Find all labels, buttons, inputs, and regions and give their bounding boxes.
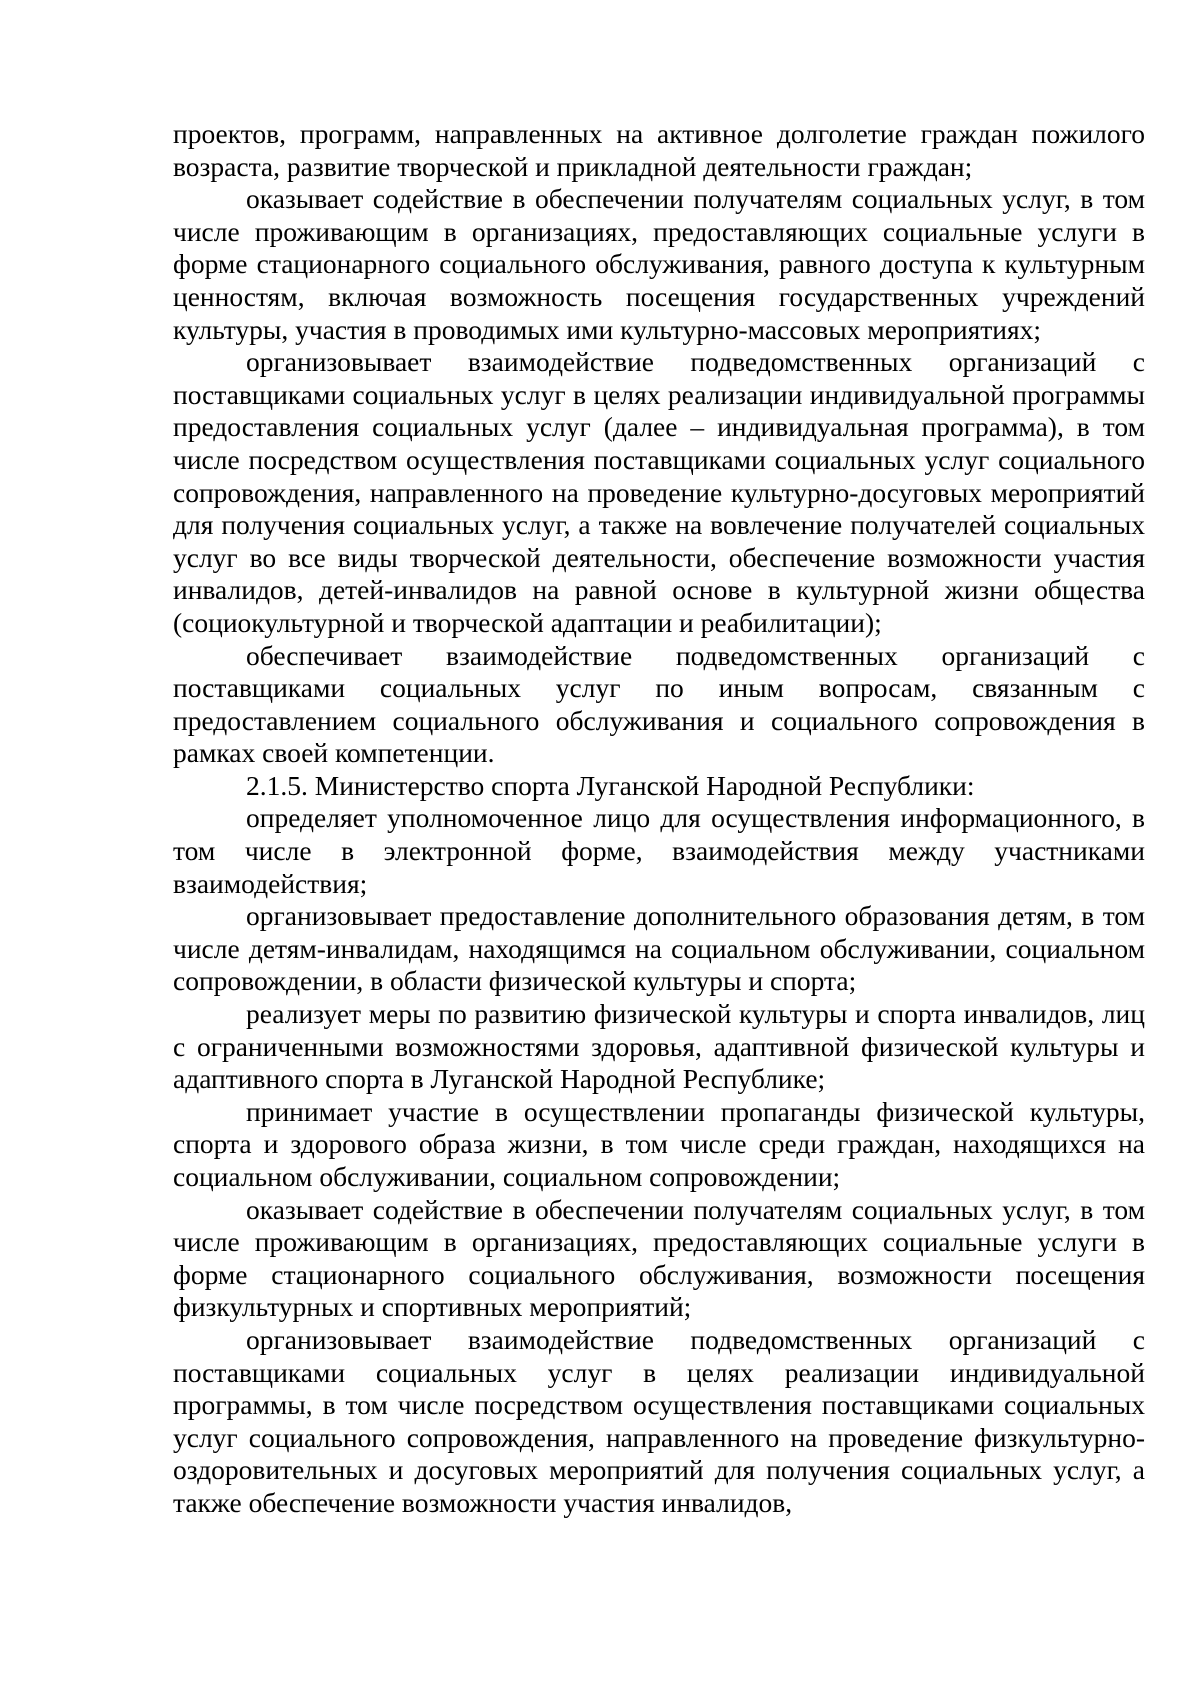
document-page bbox=[173, 118, 1145, 1520]
paragraph-culture-access: оказывает содействие в обеспечении получателям социальных услуг, в том числе проживающим в организациях, предоставляющих социальные услуги в форме стационарного социального обслуживания, равного доступа к культурным ценностям, включая возможность посещения государственных учреждений культуры, участия в проводимых ими культурно-массовых мероприятиях; bbox=[173, 183, 1145, 345]
paragraph-sport-development: реализует меры по развитию физической культуры и спорта инвалидов, лиц с ограниченными возможностями здоровья, адаптивной физической культуры и адаптивного спорта в Луганской Народной Республике; bbox=[173, 998, 1145, 1095]
paragraph-culture-other-issues: обеспечивает взаимодействие подведомственных организаций с поставщиками социальных услуг по иным вопросам, связанным с предоставлением социального обслуживания и социального сопровождения в рамках своей компетенции. bbox=[173, 639, 1145, 769]
paragraph-culture-interaction: организовывает взаимодействие подведомственных организаций с поставщиками социальных услуг в целях реализации индивидуальной программы предоставления социальных услуг (далее – индивидуальная программа), в том числе посредством осуществления поставщиками социальных услуг социального сопровождения, направленного на проведение культурно-досуговых мероприятий для получения социальных услуг, а также на вовлечение получателей социальных услуг во все виды творческой деятельности, обеспечение возможности участия инвалидов, детей-инвалидов на равной основе в культурной жизни общества (социокультурной и творческой адаптации и реабилитации); bbox=[173, 346, 1145, 638]
section-heading-ministry-sport: 2.1.5. Министерство спорта Луганской Народной Республики: bbox=[246, 769, 975, 801]
paragraph-continuation: проектов, программ, направленных на активное долголетие граждан пожилого возраста, развитие творческой и прикладной деятельности граждан; bbox=[173, 118, 1145, 182]
paragraph-sport-authorized-person: определяет уполномоченное лицо для осуществления информационного, в том числе в электронной форме, взаимодействия между участниками взаимодействия; bbox=[173, 802, 1145, 899]
paragraph-sport-access: оказывает содействие в обеспечении получателям социальных услуг, в том числе проживающим в организациях, предоставляющих социальные услуги в форме стационарного социального обслуживания, возможности посещения физкультурных и спортивных мероприятий; bbox=[173, 1193, 1145, 1323]
paragraph-sport-interaction: организовывает взаимодействие подведомственных организаций с поставщиками социальных услуг в целях реализации индивидуальной программы, в том числе посредством осуществления поставщиками социальных услуг социального сопровождения, направленного на проведение физкультурно-оздоровительных и досуговых мероприятий для получения социальных услуг, а также обеспечение возможности участия инвалидов, bbox=[173, 1323, 1145, 1518]
paragraph-sport-propaganda: принимает участие в осуществлении пропаганды физической культуры, спорта и здорового образа жизни, в том числе среди граждан, находящихся на социальном обслуживании, социальном сопровождении; bbox=[173, 1095, 1145, 1192]
paragraph-sport-education: организовывает предоставление дополнительного образования детям, в том числе детям-инвалидам, находящимся на социальном обслуживании, социальном сопровождении, в области физической культуры и спорта; bbox=[173, 900, 1145, 997]
